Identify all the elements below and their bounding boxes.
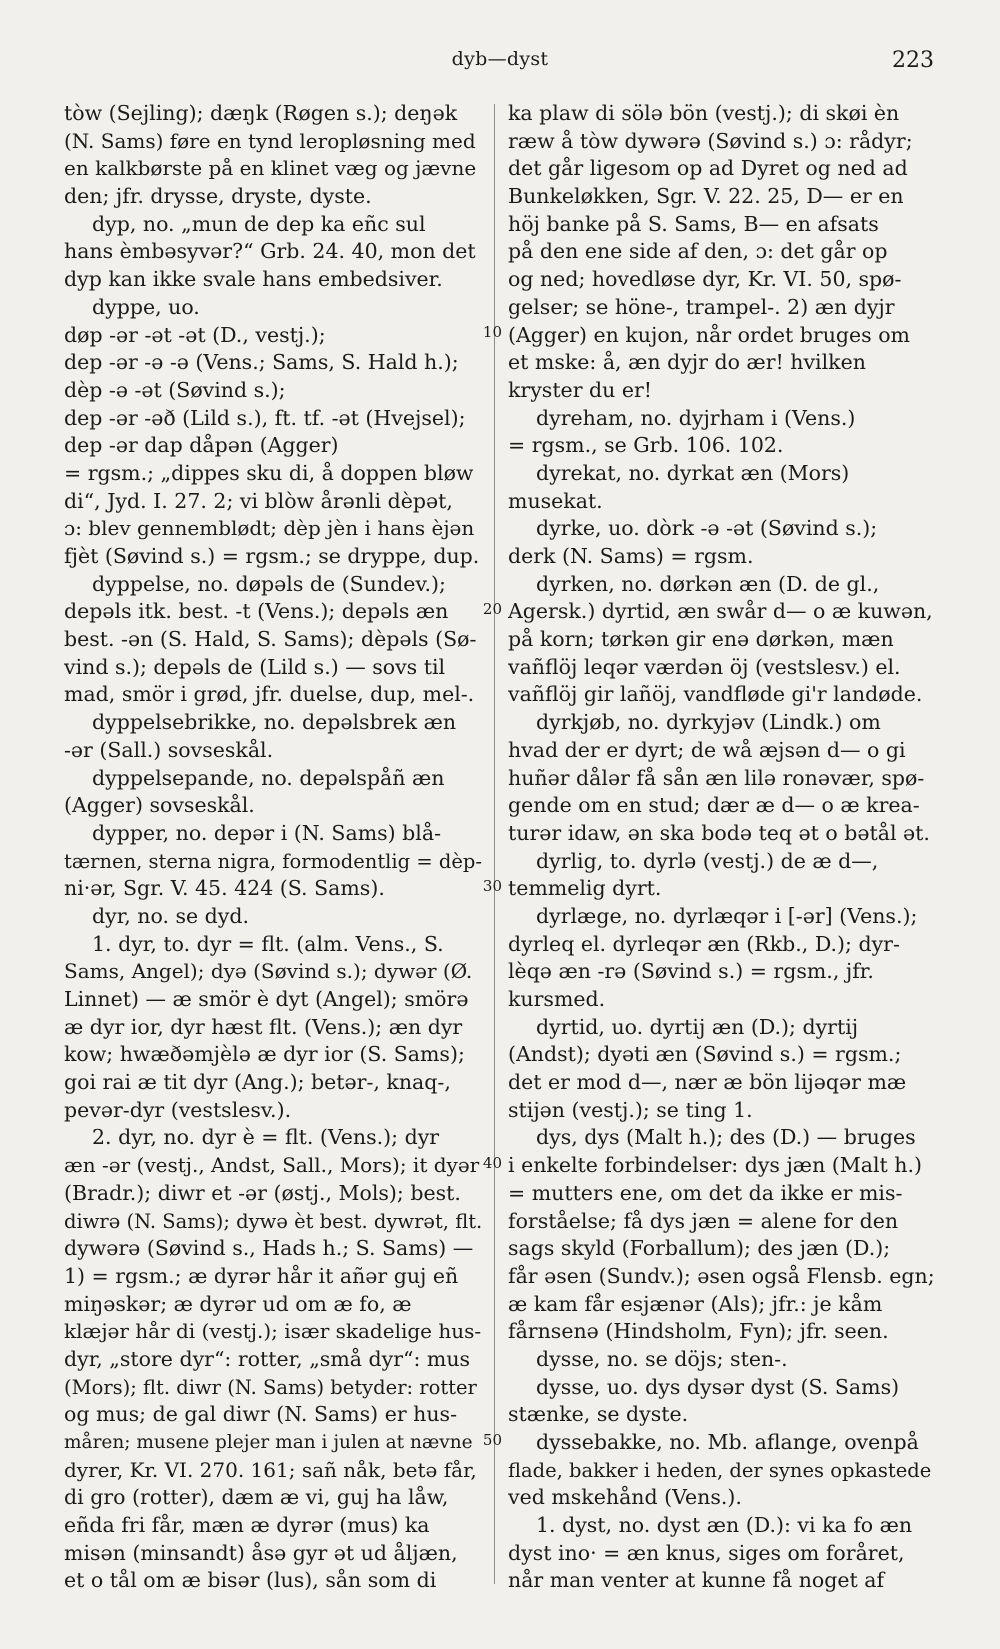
text-line: dèp -ə -ət (Søvind s.);	[64, 377, 286, 402]
text-line: fårnsenə (Hindsholm, Fyn); jfr. seen.	[508, 1319, 889, 1344]
text-line: måren; musene plejer man i julen at nævne	[64, 1432, 473, 1453]
text-line: dyp, no. „mun de dep ka eñc sul	[92, 211, 426, 236]
text-line: dyr, no. se dyd.	[92, 903, 250, 928]
text-line: på korn; tørkən gir enə dørkən, mæn	[508, 627, 894, 652]
text-line: klæjər hår di (vestj.); især skadelige hus-	[64, 1319, 482, 1344]
text-line: døp -ər -ət -ət (D., vestj.);	[64, 322, 326, 347]
text-line: æn -ər (vestj., Andst, Sall., Mors); it dyər	[64, 1153, 480, 1178]
text-line: stænke, se dyste.	[508, 1402, 689, 1427]
text-line: dep -ər -əð (Lild s.), ft. tf. -ət (Hvejsel);	[64, 405, 466, 430]
page-header	[0, 48, 1000, 80]
text-line: pevər-dyr (vestslesv.).	[64, 1097, 292, 1122]
text-line: dyppe, uo.	[92, 294, 200, 319]
text-line: dys, dys (Malt h.); des (D.) — bruges	[536, 1125, 916, 1150]
text-line: ved mskehånd (Vens.).	[508, 1485, 742, 1510]
text-line: (Agger) sovseskål.	[64, 793, 255, 818]
right-column	[508, 100, 936, 1595]
text-line: på den ene side af den, ɔ: det går op	[508, 239, 888, 264]
text-line: tærnen, sterna nigra, formodentlig = dèp-	[64, 849, 482, 873]
text-line: tòw (Sejling); dæŋk (Røgen s.); deŋək	[64, 101, 458, 125]
text-line: dysse, no. se döjs; sten-.	[536, 1346, 788, 1371]
text-line: et mske: å, æn dyjr do ær! hvilken	[508, 350, 866, 375]
text-line: -ər (Sall.) sovseskål.	[64, 737, 274, 762]
text-line: eñda fri får, mæn æ dyrər (mus) ka	[64, 1513, 430, 1538]
text-line: og mus; de gal diwr (N. Sams) er hus-	[64, 1402, 457, 1427]
text-line: hvad der er dyrt; de wå æjsən d— o gi	[508, 737, 906, 762]
text-line: får əsen (Sundv.); əsen også Flensb. egn;	[508, 1263, 935, 1288]
line-number: 20	[482, 600, 502, 618]
text-line: dyssebakke, no. Mb. aflange, ovenpå	[536, 1430, 919, 1454]
text-line: lèqə æn -rə (Søvind s.) = rgsm., jfr.	[508, 959, 874, 984]
text-line: Linnet) — æ smör è dyt (Angel); smörə	[64, 987, 469, 1011]
text-line: 2. dyr, no. dyr è = flt. (Vens.); dyr	[92, 1125, 440, 1150]
text-line: musekat.	[508, 488, 603, 513]
text-line: ræw å tòw dywərə (Søvind s.) ɔ: rådyr;	[508, 128, 913, 153]
text-line: gelser; se höne-, trampel-. 2) æn dyjr	[508, 294, 895, 319]
text-line: dyppelsebrikke, no. depəlsbrek æn	[92, 710, 457, 735]
text-line: dyrkjøb, no. dyrkyjəv (Lindk.) om	[536, 710, 881, 735]
left-column	[64, 100, 482, 1595]
text-line: best. -ən (S. Hald, S. Sams); dèpəls (Sø-	[64, 627, 477, 652]
text-line: Agersk.) dyrtid, æn swår d— o æ kuwən,	[508, 599, 933, 624]
text-line: æ dyr ior, dyr hæst flt. (Vens.); æn dyr	[64, 1014, 463, 1039]
text-line: en kalkbørste på en klinet væg og jævne	[64, 156, 477, 181]
text-line: (N. Sams) føre en tynd leropløsning med	[64, 128, 476, 153]
text-line: = rgsm.; „dippes sku di, å doppen bløw	[64, 460, 474, 485]
text-line: dyrekat, no. dyrkat æn (Mors)	[536, 460, 850, 485]
text-line: misən (minsandt) åsə gyr ət ud åljæn,	[64, 1540, 458, 1565]
text-line: kryster du er!	[508, 377, 653, 402]
text-line: = rgsm., se Grb. 106. 102.	[508, 433, 784, 458]
text-line: i enkelte forbindelser: dys jæn (Malt h.)	[508, 1153, 923, 1178]
text-line: dep -ər dap dåpən (Agger)	[64, 433, 339, 458]
text-line: höj banke på S. Sams, B— en afsats	[508, 211, 879, 236]
text-line: hans èmbəsyvər?“ Grb. 24. 40, mon det	[64, 239, 476, 264]
text-line: 1. dyst, no. dyst æn (D.): vi ka fo æn	[536, 1513, 913, 1538]
text-line: ka plaw di sölə bön (vestj.); di skøi èn	[508, 101, 900, 125]
text-line: dyreham, no. dyjrham i (Vens.)	[536, 405, 856, 430]
text-line: dyst ino· = æn knus, siges om foråret,	[508, 1540, 905, 1565]
line-number: 50	[482, 1431, 502, 1449]
text-line: den; jfr. drysse, dryste, dyste.	[64, 184, 372, 209]
line-number: 40	[482, 1154, 502, 1172]
text-line: det går ligesom op ad Dyret og ned ad	[508, 156, 908, 181]
text-line: dyrken, no. dørkən æn (D. de gl.,	[536, 571, 880, 596]
text-line: di gro (rotter), dæm æ vi, guj ha låw,	[64, 1485, 449, 1510]
text-line: sags skyld (Forballum); des jæn (D.);	[508, 1236, 891, 1261]
text-line: dep -ər -ə -ə (Vens.; Sams, S. Hald h.);	[64, 350, 459, 375]
text-line: dyppelse, no. døpəls de (Sundev.);	[92, 571, 446, 596]
text-line: æ kam får esjænər (Als); jfr.: je kåm	[508, 1291, 883, 1316]
text-line: stijən (vestj.); se ting 1.	[508, 1097, 753, 1122]
text-line: dywərə (Søvind s., Hads h.; S. Sams) —	[64, 1236, 474, 1261]
text-line: dyrtid, uo. dyrtij æn (D.); dyrtij	[536, 1014, 859, 1039]
text-line: (Agger) en kujon, når ordet bruges om	[508, 322, 910, 347]
text-line: diwrə (N. Sams); dywə èt best. dywrət, flt.	[64, 1209, 482, 1233]
text-line: kursmed.	[508, 987, 606, 1011]
text-line: forståelse; få dys jæn = alene for den	[508, 1208, 899, 1233]
text-line: det er mod d—, nær æ bön lijəqər mæ	[508, 1070, 907, 1095]
text-line: (Mors); flt. diwr (N. Sams) betyder: rotter	[64, 1375, 477, 1399]
text-line: dypper, no. depər i (N. Sams) blå-	[92, 820, 442, 845]
text-line: dyr, „store dyr“: rotter, „små dyr“: mus	[64, 1346, 471, 1371]
text-line: Sams, Angel); dyə (Søvind s.); dywər (Ø.	[64, 959, 473, 984]
text-line: fjèt (Søvind s.) = rgsm.; se dryppe, dup.	[64, 544, 480, 568]
text-line: dyrke, uo. dòrk -ə -ət (Søvind s.);	[536, 516, 878, 541]
running-head: dyb—dyst	[451, 48, 549, 70]
text-line: ni·ər, Sgr. V. 45. 424 (S. Sams).	[64, 876, 385, 901]
text-line: (Andst); dyəti æn (Søvind s.) = rgsm.;	[508, 1042, 902, 1067]
line-number: 30	[482, 877, 502, 895]
text-line: dyrleq el. dyrleqər æn (Rkb., D.); dyr-	[508, 931, 900, 956]
text-line: dyrlig, to. dyrlə (vestj.) de æ d—,	[536, 848, 879, 873]
text-line: miŋəskər; æ dyrər ud om æ fo, æ	[64, 1291, 412, 1316]
page-number: 223	[892, 48, 934, 73]
text-line: kow; hwæðəmjèlə æ dyr ior (S. Sams);	[64, 1042, 465, 1067]
text-line: dyp kan ikke svale hans embedsiver.	[64, 267, 443, 292]
text-line: depəls itk. best. -t (Vens.); depəls æn	[64, 599, 449, 624]
text-line: Bunkeløkken, Sgr. V. 22. 25, D— er en	[508, 184, 904, 209]
text-line: et o tål om æ bisər (lus), sån som di	[64, 1568, 437, 1593]
text-line: dyrer, Kr. VI. 270. 161; sañ nåk, betə får,	[64, 1457, 477, 1482]
text-line: turər idaw, ən ska bodə teq ət o bətål ət.	[508, 820, 930, 845]
text-line: ɔ: blev gennemblødt; dèp jèn i hans èjən	[64, 516, 475, 541]
text-line: vañflöj gir lañöj, vandfløde gi'r landøde.	[508, 682, 923, 707]
text-line: flade, bakker i heden, der synes opkastede	[508, 1458, 932, 1482]
text-line: vañflöj leqər værdən öj (vestslesv.) el.	[508, 654, 901, 679]
text-line: og ned; hovedløse dyr, Kr. VI. 50, spø-	[508, 267, 902, 292]
text-line: gende om en stud; dær æ d— o æ krea-	[508, 793, 920, 818]
text-line: 1) = rgsm.; æ dyrər hår it añər guj eñ	[64, 1263, 459, 1288]
text-line: dysse, uo. dys dysər dyst (S. Sams)	[536, 1374, 900, 1399]
text-line: 1. dyr, to. dyr = flt. (alm. Vens., S.	[92, 931, 444, 956]
text-line: goi rai æ tit dyr (Ang.); betər-, knaq-,	[64, 1070, 451, 1095]
text-line: når man venter at kunne få noget af	[508, 1568, 885, 1593]
text-line: huñər dålər få sån æn lilə ronəvær, spø-	[508, 765, 925, 790]
line-number: 10	[482, 323, 502, 341]
text-line: derk (N. Sams) = rgsm.	[508, 544, 754, 568]
text-line: vind s.); depəls de (Lild s.) — sovs til	[64, 654, 446, 679]
text-line: temmelig dyrt.	[508, 876, 662, 901]
text-line: = mutters ene, om det da ikke er mis-	[508, 1180, 903, 1205]
text-line: dyppelsepande, no. depəlspåñ æn	[92, 765, 445, 790]
text-line: dyrlæge, no. dyrlæqər i [-ər] (Vens.);	[536, 903, 918, 928]
text-line: di“, Jyd. I. 27. 2; vi blòw årənli dèpət,	[64, 488, 453, 513]
text-line: mad, smör i grød, jfr. duelse, dup, mel-.	[64, 682, 475, 707]
text-line: (Bradr.); diwr et -ər (østj., Mols); best.	[64, 1180, 461, 1205]
